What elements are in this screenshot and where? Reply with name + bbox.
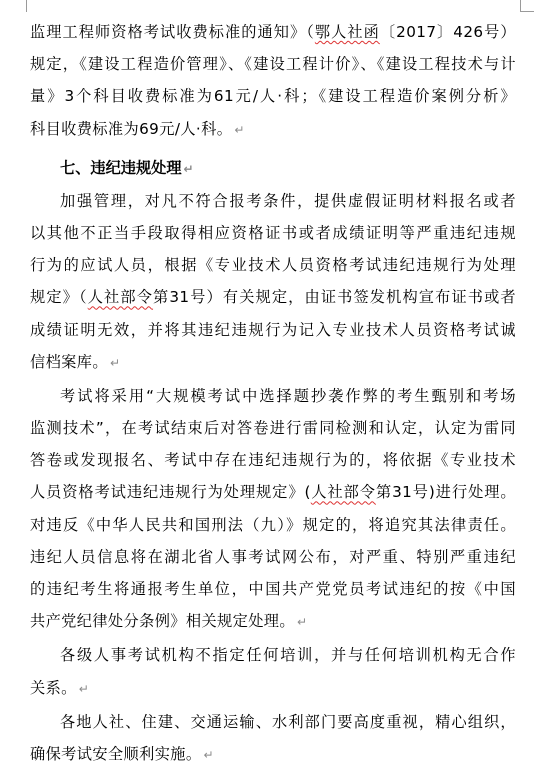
text-line: 成绩证明无效，并将其违纪违规行为记入专业技术人员资格考试诚 xyxy=(30,320,516,339)
spelling-squiggle: 人社部令 xyxy=(87,288,154,307)
text-line: 关系。 ↵ xyxy=(30,678,90,697)
paragraph-mark-icon: ↵ xyxy=(109,355,121,370)
section-heading: 七、违纪违规处理 ↵ xyxy=(60,158,194,177)
text-line: 各级人事考试机构不指定任何培训，并与任何培训机构无合作 xyxy=(60,646,516,665)
text-line: 对违反《中华人民共和国刑法（九）》规定的，将追究其法律责任。 xyxy=(30,515,516,534)
paragraph-mark-icon: ↵ xyxy=(78,681,90,696)
paragraph-mark-icon: ↵ xyxy=(183,161,194,176)
paragraph-mark-icon: ↵ xyxy=(297,615,308,630)
text-line: 确保考试安全顺利实施。 ↵ xyxy=(30,744,214,763)
intro-paragraph xyxy=(30,16,516,145)
text-line: 行为的应试人员，根据《专业技术人员资格考试违纪违规行为处理 xyxy=(30,256,516,275)
text-line: 考试将采用“大规模考试中选择题抄袭作弊的考生甄别和考场 xyxy=(60,386,516,405)
document-body[interactable] xyxy=(30,16,516,770)
text-line: 共产党纪律处分条例》相关规定处理。 ↵ xyxy=(30,612,308,631)
paragraph-mark-icon: ↵ xyxy=(203,747,214,762)
margin-corner-mark-left xyxy=(26,0,27,12)
text-line: 加强管理，对凡不符合报考条件，提供虚假证明材料报名或者 xyxy=(60,191,516,210)
text-line: 科目收费标准为69元/人·科。 ↵ xyxy=(30,119,245,138)
paragraph-violation-handling xyxy=(30,185,516,378)
margin-corner-mark-right xyxy=(520,0,521,12)
text-line: 信档案库。 ↵ xyxy=(30,352,121,371)
paragraph-mark-icon: ↵ xyxy=(234,122,245,137)
text-line: 规定》（人社部令第31号）有关规定，由证书签发机构宣布证书或者 xyxy=(30,288,516,307)
text-line: 规定，《建设工程造价管理》、《建设工程计价》、《建设工程技术与计 xyxy=(30,55,516,74)
text-line: 的违纪考生将通报考生单位，中国共产党党员考试违纪的按《中国 xyxy=(30,580,516,598)
spelling-squiggle: 人社部令 xyxy=(310,483,376,502)
text-line: 各地人社、住建、交通运输、水利部门要高度重视，精心组织， xyxy=(60,712,516,731)
text-line: 量》3个科目收费标准为61元/人·科；《建设工程造价案例分析》 xyxy=(30,87,516,106)
text-line: 答卷或发现报名、考试中存在违纪违规行为的，将依据《专业技术 xyxy=(30,451,516,470)
text-line: 监理工程师资格考试收费标准的通知》（鄂人社函〔2017〕426号） xyxy=(30,23,516,41)
text-line: 以其他不正当手段取得相应资格证书或者成绩证明等严重违纪违规 xyxy=(30,223,516,242)
paragraph-departments xyxy=(30,706,516,770)
text-line: 监测技术”，在考试结束后对答卷进行雷同检测和认定，认定为雷同 xyxy=(30,419,516,438)
text-line: 违纪人员信息将在湖北省人事考试网公布，对严重、特别严重违纪 xyxy=(30,547,516,566)
spelling-squiggle: 鄂人社函 xyxy=(314,23,380,41)
paragraph-cheating-detection xyxy=(30,380,516,638)
text-line: 人员资格考试违纪违规行为处理规定》(人社部令第31号)进行处理。 xyxy=(30,483,516,502)
paragraph-no-training xyxy=(30,639,516,703)
